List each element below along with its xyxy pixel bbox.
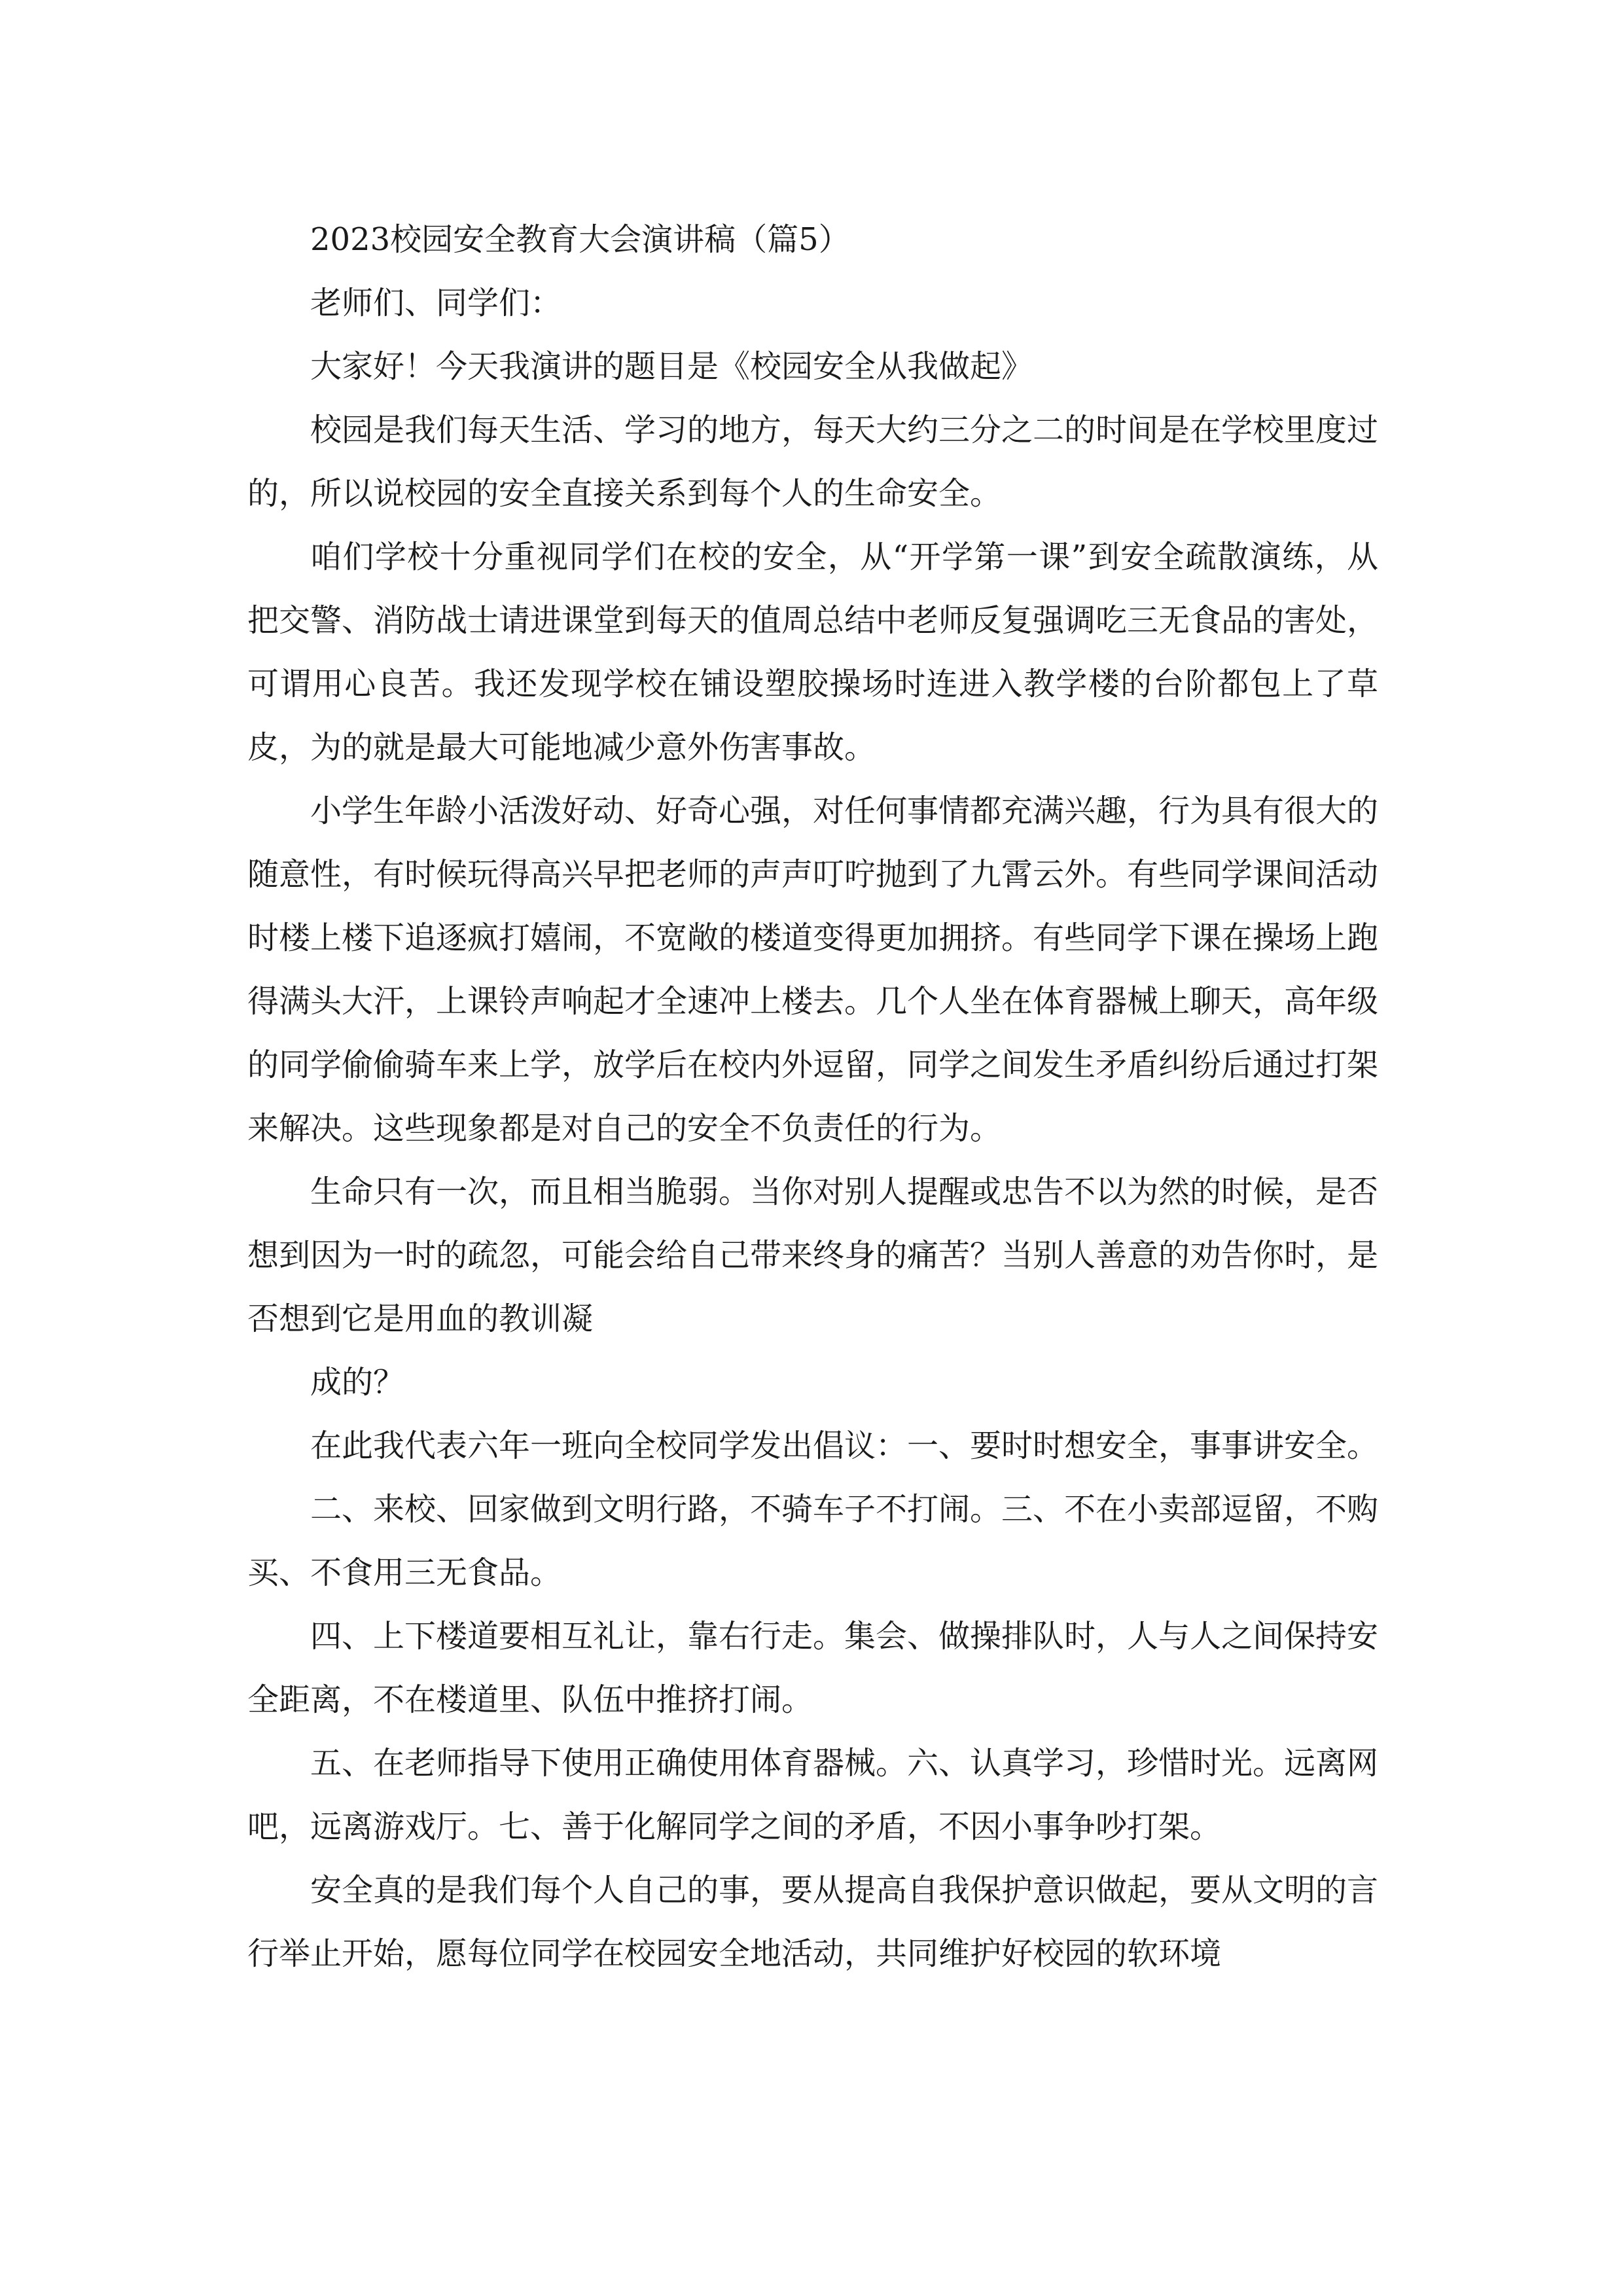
paragraph: 校园是我们每天生活、学习的地方，每天大约三分之二的时间是在学校里度过的，所以说校园的安全直接关系到每个人的生命安全。: [247, 412, 1379, 512]
paragraph: 四、上下楼道要相互礼让，靠右行走。集会、做操排队时，人与人之间保持安全距离，不在楼道里、队伍中推挤打闹。: [247, 1618, 1379, 1718]
paragraph: 小学生年龄小活泼好动、好奇心强，对任何事情都充满兴趣，行为具有很大的随意性，有时候玩得高兴早把老师的声声叮咛抛到了九霄云外。有些同学课间活动时楼上楼下追逐疯打嬉闹，不宽敞的楼道变得更加拥挤。有些同学下课在操场上跑得满头大汗，上课铃声响起才全速冲上楼去。几个人坐在体育器械上聊天，高年级的同学偷偷骑车来上学，放学后在校内外逗留，同学之间发生矛盾纠纷后通过打架来解决。这些现象都是对自己的安全不负责任的行为。: [247, 793, 1379, 1147]
document-body: [247, 208, 1378, 1986]
paragraph: 咱们学校十分重视同学们在校的安全，从“开学第一课”到安全疏散演练，从把交警、消防战士请进课堂到每天的值周总结中老师反复强调吃三无食品的害处，可谓用心良苦。我还发现学校在铺设塑胶操场时连进入教学楼的台阶都包上了草皮，为的就是最大可能地减少意外伤害事故。: [247, 539, 1379, 766]
document-title: 2023校园安全教育大会演讲稿（篇5）: [310, 221, 850, 258]
paragraph-closing: 安全真的是我们每个人自己的事，要从提高自我保护意识做起，要从文明的言行举止开始，愿每位同学在校园安全地活动，共同维护好校园的软环境: [247, 1872, 1379, 1972]
paragraph: 生命只有一次，而且相当脆弱。当你对别人提醒或忠告不以为然的时候，是否想到因为一时的疏忽，可能会给自己带来终身的痛苦？当别人善意的劝告你时，是否想到它是用血的教训凝: [247, 1174, 1379, 1337]
paragraph: 在此我代表六年一班向全校同学发出倡议：一、要时时想安全，事事讲安全。: [310, 1427, 1379, 1464]
paragraph: 二、来校、回家做到文明行路，不骑车子不打闹。三、不在小卖部逗留，不购买、不食用三无食品。: [247, 1491, 1379, 1591]
paragraph: 五、在老师指导下使用正确使用体育器械。六、认真学习，珍惜时光。远离网吧，远离游戏厅。七、善于化解同学之间的矛盾，不因小事争吵打架。: [247, 1745, 1379, 1845]
salutation: 老师们、同学们：: [310, 285, 562, 321]
paragraph-greeting: 大家好！今天我演讲的题目是《校园安全从我做起》: [310, 348, 1033, 385]
paragraph: 成的？: [310, 1364, 405, 1401]
